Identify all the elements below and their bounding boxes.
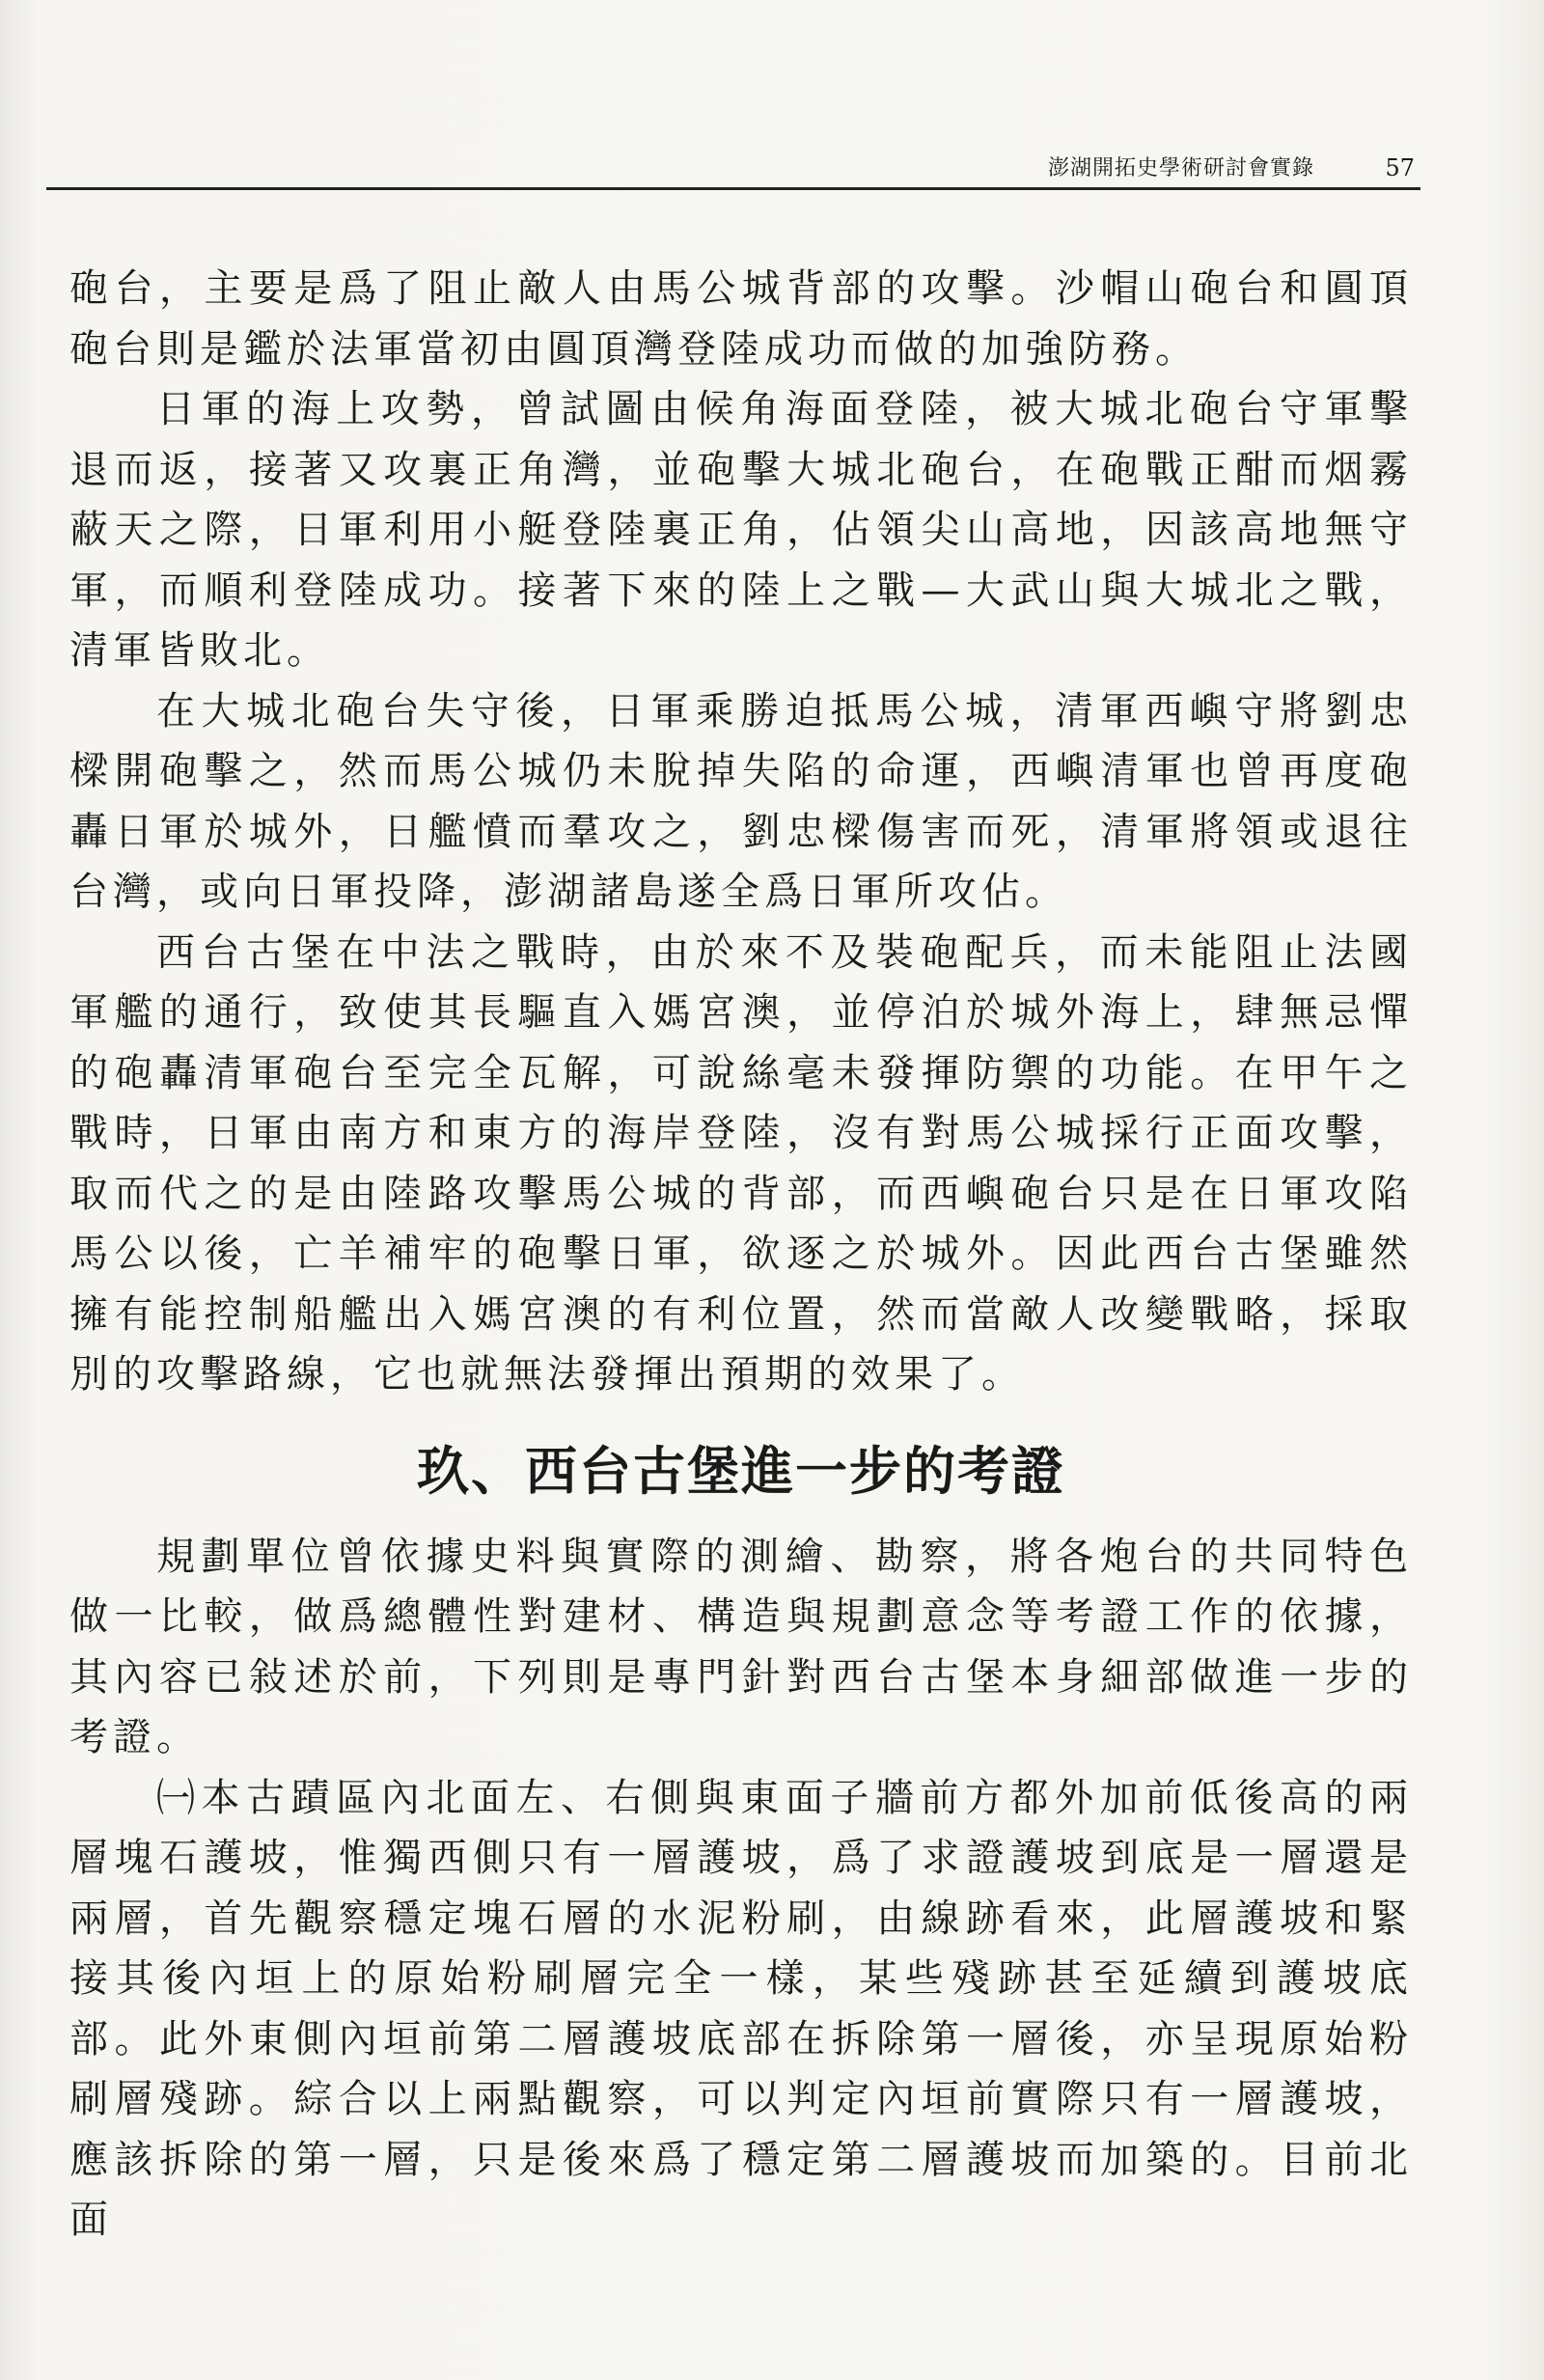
paragraph-5: 規劃單位曾依據史料與實際的測繪、勘察，將各炮台的共同特色做一比較，做爲總體性對建材、構造與規劃意念等考證工作的依據，其內容已敍述於前，下列則是專門針對西台古堡本身細部做進一步的考證。 <box>69 1534 1413 1759</box>
paragraph-3: 在大城北砲台失守後，日軍乘勝迫抵馬公城，清軍西嶼守將劉忠樑開砲擊之，然而馬公城仍未脫掉失陷的命運，西嶼清軍也曾再度砲轟日軍於城外，日艦憤而羣攻之，劉忠樑傷害而死，清軍將領或退往台灣，或向日軍投降，澎湖諸島遂全爲日軍所攻佔。 <box>69 688 1413 914</box>
paragraph-4: 西台古堡在中法之戰時，由於來不及裝砲配兵，而未能阻止法國軍艦的通行，致使其長驅直入媽宮澳，並停泊於城外海上，肆無忌憚的砲轟清軍砲台至完全瓦解，可說絲毫未發揮防禦的功能。在甲午之戰時，日軍由南方和東方的海岸登陸，沒有對馬公城採行正面攻擊，取而代之的是由陸路攻擊馬公城的背部，而西嶼砲台只是在日軍攻陷馬公以後，亡羊補牢的砲擊日軍，欲逐之於城外。因此西台古堡雖然擁有能控制船艦出入媽宮澳的有利位置，然而當敵人改變戰略，採取別的攻擊路線，它也就無法發揮出預期的效果了。 <box>69 929 1413 1397</box>
section-heading: 玖、西台古堡進一步的考證 <box>417 1440 1065 1502</box>
page-number: 57 <box>1385 154 1415 181</box>
running-header <box>46 145 1420 190</box>
list-item-1: ㈠本古蹟區內北面左、右側與東面子牆前方都外加前低後高的兩層塊石護坡，惟獨西側只有一層護坡，爲了求證護坡到底是一層還是兩層，首先觀察穩定塊石層的水泥粉刷，由線跡看來，此層護坡和緊接其後內垣上的原始粉刷層完全一樣，某些殘跡甚至延續到護坡底部。此外東側內垣前第二層護坡底部在拆除第一層後，亦呈現原始粉刷層殘跡。綜合以上兩點觀察，可以判定內垣前實際只有一層護坡，應該拆除的第一層，只是後來爲了穩定第二層護坡而加築的。目前北面 <box>69 1775 1413 2242</box>
paragraph-2: 日軍的海上攻勢，曾試圖由候角海面登陸，被大城北砲台守軍擊退而返，接著又攻裏正角灣，並砲擊大城北砲台，在砲戰正酣而烟霧蔽天之際，日軍利用小艇登陸裏正角，佔領尖山高地，因該高地無守軍，而順利登陸成功。接著下來的陸上之戰—大武山與大城北之戰，清軍皆敗北。 <box>69 387 1413 673</box>
running-title: 澎湖開拓史學術研討會實錄 <box>1047 156 1314 180</box>
paragraph-1: 砲台，主要是爲了阻止敵人由馬公城背部的攻擊。沙帽山砲台和圓頂砲台則是鑑於法軍當初由圓頂灣登陸成功而做的加強防務。 <box>69 266 1413 372</box>
body-text <box>69 259 1413 2251</box>
